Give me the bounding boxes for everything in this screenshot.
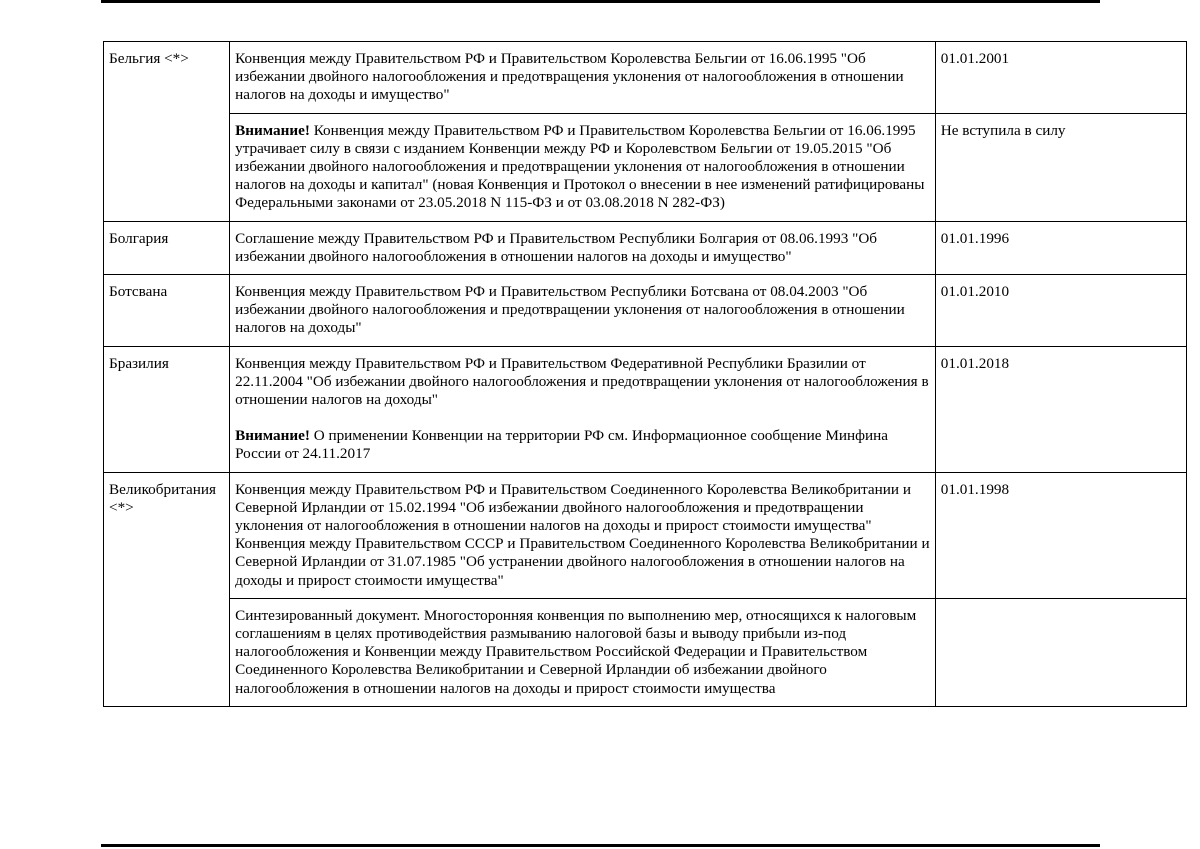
table-row xyxy=(104,275,1187,347)
country-cell: Великобритания <*> xyxy=(104,472,230,706)
table-row xyxy=(104,221,1187,274)
table-row xyxy=(104,346,1187,472)
warning-text: О применении Конвенции на территории РФ см. Информационное сообщение Минфина России от 24.11.2017 xyxy=(235,427,888,463)
treaties-table xyxy=(103,41,1187,707)
top-rule xyxy=(101,0,1100,3)
effective-date-cell: 01.01.2018 xyxy=(935,346,1186,472)
document-text: Конвенция между Правительством РФ и Правительством Соединенного Королевства Великобритании и Северной Ирландии от 15.02.1994 "Об избежании двойного налогообложения и предотвращении уклонения от налогообложения в отношении налогов на доходы и прирост стоимости имущества" xyxy=(235,480,911,535)
document-cell xyxy=(230,598,936,706)
table-row xyxy=(104,113,1187,221)
document-text: Синтезированный документ. Многосторонняя конвенция по выполнению мер, относящихся к налоговым соглашениям в целях противодействия размыванию налоговой базы и выводу прибыли из-под налогообложения и Конвенции между Правительством Российской Федерации и Правительством Соединенного Королевства Великобритании и Северной Ирландии об избежании двойного налогообложения в отношении налогов на доходы и прирост стоимости имущества xyxy=(235,606,917,697)
warning-paragraph xyxy=(235,427,931,463)
document-cell xyxy=(230,472,936,598)
document-cell xyxy=(230,346,936,472)
document-cell xyxy=(230,275,936,347)
table-row xyxy=(104,42,1187,114)
effective-date-cell: Не вступила в силу xyxy=(935,113,1186,221)
document-text: Конвенция между Правительством РФ и Правительством Королевства Бельгии от 16.06.1995 "Об избежании двойного налогообложения и предотвращения уклонения от налогообложения в отношении налогов на доходы и имущество" xyxy=(235,50,904,104)
document-cell xyxy=(230,113,936,221)
country-cell: Ботсвана xyxy=(104,275,230,347)
warning-label: Внимание! xyxy=(235,121,310,139)
bottom-rule xyxy=(101,844,1100,847)
effective-date-cell xyxy=(935,598,1186,706)
document-text: Конвенция между Правительством РФ и Правительством Королевства Бельгии от 16.06.1995 утрачивает силу в связи с изданием Конвенции между РФ и Королевством Бельгии от 19.05.2015 "Об избежании двойного налогообложения и предотвращении уклонения от налогообложения в отношении налогов на доходы и капитал" (новая Конвенция и Протокол о внесении в нее изменений ратифицированы Федеральными законами от 23.05.2018 N 115-ФЗ и от 03.08.2018 N 282-ФЗ) xyxy=(235,121,925,212)
document-text: Соглашение между Правительством РФ и Правительством Республики Болгария от 08.06.1993 "Об избежании двойного налогообложения в отношении налогов на доходы и имущество" xyxy=(235,229,878,265)
document-cell xyxy=(230,221,936,274)
document-text: Конвенция между Правительством РФ и Правительством Федеративной Республики Бразилии от 22.11.2004 "Об избежании двойного налогообложения и предотвращении уклонения от налогообложения в отношении налогов на доходы" xyxy=(235,354,929,409)
effective-date-cell: 01.01.1996 xyxy=(935,221,1186,274)
warning-paragraph xyxy=(235,122,931,213)
country-cell: Болгария xyxy=(104,221,230,274)
effective-date-cell: 01.01.1998 xyxy=(935,472,1186,598)
document-text: Конвенция между Правительством РФ и Правительством Республики Ботсвана от 08.04.2003 "Об избежании двойного налогообложения и предотвращении уклонения от налогообложения в отношении налогов на доходы" xyxy=(235,283,905,337)
country-cell: Бразилия xyxy=(104,346,230,472)
table-row xyxy=(104,472,1187,598)
country-cell: Бельгия <*> xyxy=(104,42,230,222)
warning-label: Внимание! xyxy=(235,427,310,445)
document-text-secondary: Конвенция между Правительством СССР и Правительством Соединенного Королевства Великобритании и Северной Ирландии от 31.07.1985 "Об устранении двойного налогообложения в отношении налогов на доходы и прирост стоимости имущества" xyxy=(235,535,930,589)
table-row xyxy=(104,598,1187,706)
effective-date-cell: 01.01.2010 xyxy=(935,275,1186,347)
effective-date-cell: 01.01.2001 xyxy=(935,42,1186,114)
document-cell xyxy=(230,42,936,114)
